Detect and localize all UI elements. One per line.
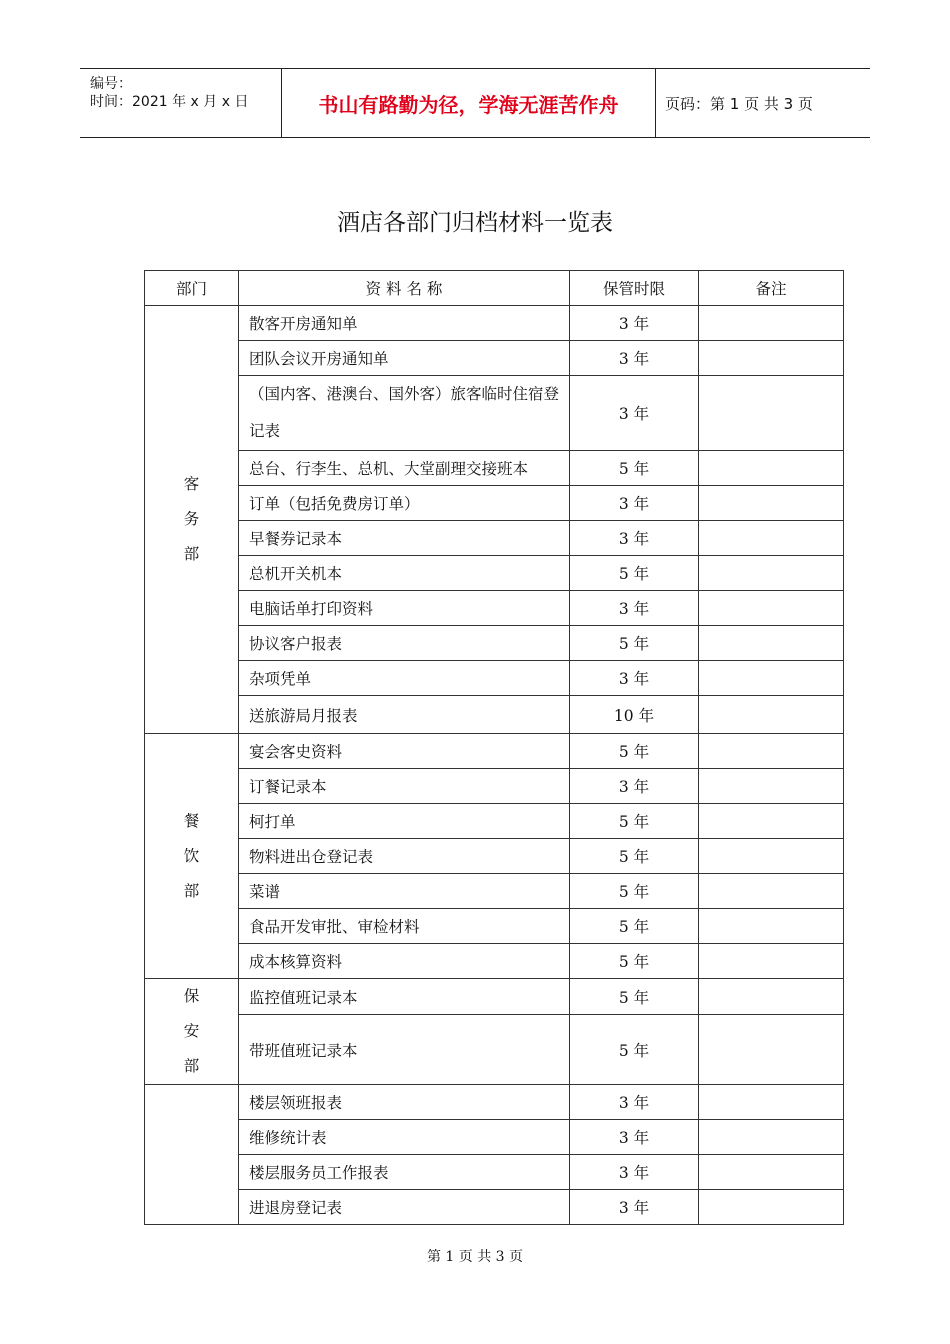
remarks-cell	[699, 804, 844, 839]
retention-period-cell: 3 年	[570, 1085, 699, 1120]
material-name-cell: 柯打单	[239, 804, 570, 839]
material-name-cell: 杂项凭单	[239, 661, 570, 696]
department-char: 保	[183, 987, 200, 1005]
table-row	[145, 909, 844, 944]
header-meta	[80, 69, 281, 137]
column-header-remarks: 备注	[699, 271, 844, 306]
remarks-cell	[699, 769, 844, 804]
material-name-cell: 菜谱	[239, 874, 570, 909]
department-char: 务	[183, 510, 200, 528]
material-name-cell: 团队会议开房通知单	[239, 341, 570, 376]
material-name-cell: 订餐记录本	[239, 769, 570, 804]
retention-period-cell: 5 年	[570, 839, 699, 874]
table-row	[145, 839, 844, 874]
material-name-cell: 送旅游局月报表	[239, 696, 570, 734]
table-row	[145, 769, 844, 804]
remarks-cell	[699, 1085, 844, 1120]
retention-period-cell: 5 年	[570, 874, 699, 909]
material-name-cell: 楼层领班报表	[239, 1085, 570, 1120]
department-char: 客	[183, 475, 200, 493]
page-header	[80, 68, 870, 138]
remarks-cell	[699, 451, 844, 486]
remarks-cell	[699, 734, 844, 769]
department-cell	[145, 979, 239, 1085]
material-name-cell: 食品开发审批、审检材料	[239, 909, 570, 944]
table-row	[145, 1190, 844, 1225]
remarks-cell	[699, 1155, 844, 1190]
table-row	[145, 1015, 844, 1085]
department-char: 部	[183, 1057, 200, 1075]
retention-period-cell: 3 年	[570, 661, 699, 696]
retention-period-cell: 5 年	[570, 979, 699, 1015]
material-name-cell: 总台、行李生、总机、大堂副理交接班本	[239, 451, 570, 486]
retention-period-cell: 5 年	[570, 944, 699, 979]
remarks-cell	[699, 306, 844, 341]
remarks-cell	[699, 1190, 844, 1225]
remarks-cell	[699, 1120, 844, 1155]
table-row	[145, 341, 844, 376]
table-row	[145, 874, 844, 909]
document-number-label: 编号：	[90, 76, 132, 92]
material-name-cell: 早餐券记录本	[239, 521, 570, 556]
remarks-cell	[699, 486, 844, 521]
material-name-cell: 电脑话单打印资料	[239, 591, 570, 626]
retention-period-cell: 5 年	[570, 556, 699, 591]
table-header-row	[145, 271, 844, 306]
header-motto: 书山有路勤为径，学海无涯苦作舟	[281, 69, 656, 137]
department-char: 部	[183, 881, 200, 900]
material-name-cell: 带班值班记录本	[239, 1015, 570, 1085]
table-row	[145, 1120, 844, 1155]
department-char: 安	[183, 1022, 200, 1040]
department-char: 餐	[183, 811, 200, 830]
material-name-cell: 物料进出仓登记表	[239, 839, 570, 874]
remarks-cell	[699, 341, 844, 376]
department-cell	[145, 1085, 239, 1225]
archive-table	[144, 270, 844, 1225]
document-title: 酒店各部门归档材料一览表	[337, 210, 613, 236]
remarks-cell	[699, 661, 844, 696]
remarks-cell	[699, 1015, 844, 1085]
remarks-cell	[699, 696, 844, 734]
department-char: 饮	[183, 846, 200, 865]
retention-period-cell: 3 年	[570, 521, 699, 556]
retention-period-cell: 3 年	[570, 591, 699, 626]
material-name-cell: 监控值班记录本	[239, 979, 570, 1015]
table-row	[145, 696, 844, 734]
material-name-cell: 成本核算资料	[239, 944, 570, 979]
table-row	[145, 1085, 844, 1120]
remarks-cell	[699, 376, 844, 451]
table-row	[145, 306, 844, 341]
table-row	[145, 451, 844, 486]
header-page-number: 页码：第 1 页 共 3 页	[665, 94, 813, 113]
material-name-cell: 维修统计表	[239, 1120, 570, 1155]
department-cell	[145, 734, 239, 979]
table-row	[145, 626, 844, 661]
material-name-cell: 协议客户报表	[239, 626, 570, 661]
table-row	[145, 591, 844, 626]
remarks-cell	[699, 556, 844, 591]
retention-period-cell: 5 年	[570, 909, 699, 944]
column-header-department: 部门	[145, 271, 239, 306]
retention-period-cell: 3 年	[570, 306, 699, 341]
material-name-cell: （国内客、港澳台、国外客）旅客临时住宿登记表	[239, 376, 570, 451]
table-row	[145, 376, 844, 451]
column-header-retention-period: 保管时限	[570, 271, 699, 306]
retention-period-cell: 10 年	[570, 696, 699, 734]
table-row	[145, 521, 844, 556]
retention-period-cell: 5 年	[570, 626, 699, 661]
table-row	[145, 734, 844, 769]
table-row	[145, 486, 844, 521]
retention-period-cell: 3 年	[570, 1190, 699, 1225]
department-char: 部	[183, 545, 200, 563]
material-name-cell: 进退房登记表	[239, 1190, 570, 1225]
material-name-cell: 订单（包括免费房订单）	[239, 486, 570, 521]
remarks-cell	[699, 839, 844, 874]
retention-period-cell: 5 年	[570, 734, 699, 769]
remarks-cell	[699, 874, 844, 909]
remarks-cell	[699, 979, 844, 1015]
remarks-cell	[699, 521, 844, 556]
retention-period-cell: 3 年	[570, 376, 699, 451]
table-body	[145, 306, 844, 1225]
table-row	[145, 979, 844, 1015]
retention-period-cell: 3 年	[570, 1155, 699, 1190]
remarks-cell	[699, 591, 844, 626]
retention-period-cell: 3 年	[570, 486, 699, 521]
department-cell	[145, 306, 239, 734]
retention-period-cell: 3 年	[570, 769, 699, 804]
material-name-cell: 总机开关机本	[239, 556, 570, 591]
document-time-label: 时间：2021 年 x 月 x 日	[90, 94, 249, 110]
retention-period-cell: 5 年	[570, 1015, 699, 1085]
remarks-cell	[699, 909, 844, 944]
material-name-cell: 宴会客史资料	[239, 734, 570, 769]
material-name-cell: 楼层服务员工作报表	[239, 1155, 570, 1190]
retention-period-cell: 3 年	[570, 1120, 699, 1155]
table-row	[145, 944, 844, 979]
retention-period-cell: 5 年	[570, 451, 699, 486]
retention-period-cell: 3 年	[570, 341, 699, 376]
table-row	[145, 661, 844, 696]
table-row	[145, 556, 844, 591]
table-row	[145, 804, 844, 839]
table-row	[145, 1155, 844, 1190]
page-footer: 第 1 页 共 3 页	[426, 1249, 524, 1265]
retention-period-cell: 5 年	[570, 804, 699, 839]
column-header-material-name: 资 料 名 称	[239, 271, 570, 306]
material-name-cell: 散客开房通知单	[239, 306, 570, 341]
remarks-cell	[699, 626, 844, 661]
remarks-cell	[699, 944, 844, 979]
